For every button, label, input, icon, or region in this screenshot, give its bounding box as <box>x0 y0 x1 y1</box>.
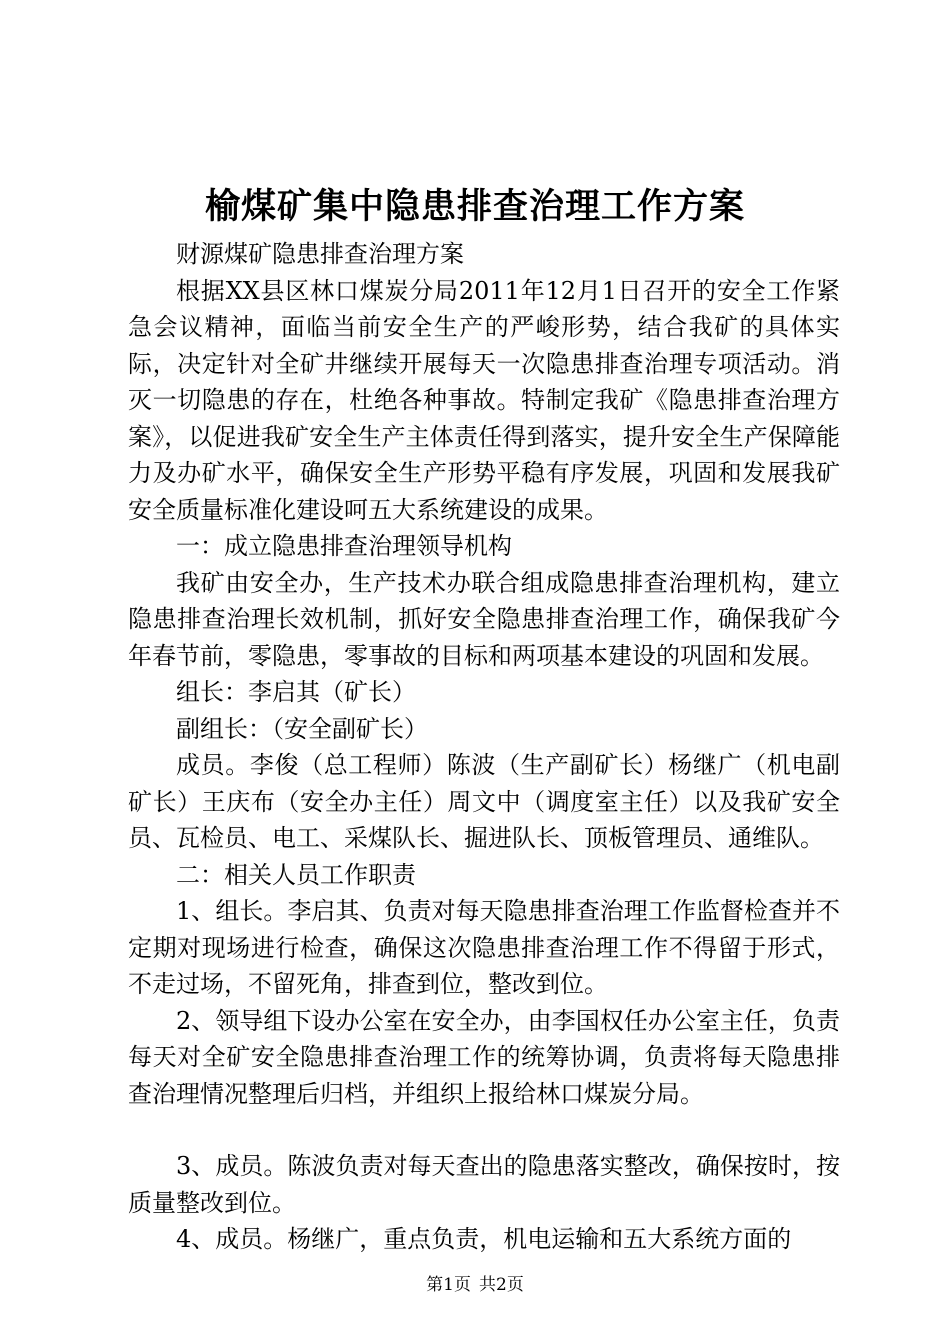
document-title: 榆煤矿集中隐患排查治理工作方案 <box>204 186 745 227</box>
paragraph-group-leader: 组长：李启其（矿长） <box>176 678 416 706</box>
paragraph-members: 成员。李俊（总工程师）陈波（生产副矿长）杨继广（机电副矿长）王庆布（安全办主任）周文中（调度室主任）以及我矿安全员、瓦检员、电工、采煤队长、掘进队长、顶板管理员、通维队。 <box>128 751 840 852</box>
paragraph-organization: 我矿由安全办，生产技术办联合组成隐患排查治理机构，建立隐患排查治理长效机制，抓好安全隐患排查治理工作，确保我矿今年春节前，零隐患，零事故的目标和两项基本建设的巩固和发展。 <box>128 568 840 670</box>
paragraph-subtitle: 财源煤矿隐患排查治理方案 <box>176 240 464 268</box>
section-heading-1: 一：成立隐患排查治理领导机构 <box>176 532 512 560</box>
paragraph-duty-4: 4、成员。杨继广，重点负责，机电运输和五大系统方面的 <box>176 1225 792 1253</box>
paragraph-duty-2: 2、领导组下设办公室在安全办，由李国权任办公室主任，负责每天对全矿安全隐患排查治理工作的统筹协调，负责将每天隐患排查治理情况整理后归档，并组织上报给林口煤炭分局。 <box>128 1006 840 1108</box>
page-number: 第1页 <box>426 1275 471 1295</box>
document-body <box>128 236 840 1258</box>
paragraph-deputy-leader: 副组长：（安全副矿长） <box>176 714 428 743</box>
paragraph-duty-3: 3、成员。陈波负责对每天查出的隐患落实整改，确保按时，按质量整改到位。 <box>128 1152 840 1217</box>
page-footer <box>0 1273 950 1297</box>
page-total: 共2页 <box>479 1275 524 1295</box>
section-heading-2: 二：相关人员工作职责 <box>176 860 416 889</box>
paragraph-background: 根据XX县区林口煤炭分局2011年12月1日召开的安全工作紧急会议精神，面临当前安全生产的严峻形势，结合我矿的具体实际，决定针对全矿井继续开展每天一次隐患排查治理专项活动。消灭一切隐患的存在，杜绝各种事故。特制定我矿《隐患排查治理方案》，以促进我矿安全生产主体责任得到落实，提升安全生产保障能力及办矿水平，确保安全生产形势平稳有序发展，巩固和发展我矿安全质量标准化建设呵五大系统建设的成果。 <box>128 276 840 524</box>
paragraph-duty-1: 1、组长。李启其、负责对每天隐患排查治理工作监督检查并不定期对现场进行检查，确保这次隐患排查治理工作不得留于形式，不走过场，不留死角，排查到位，整改到位。 <box>128 897 840 998</box>
